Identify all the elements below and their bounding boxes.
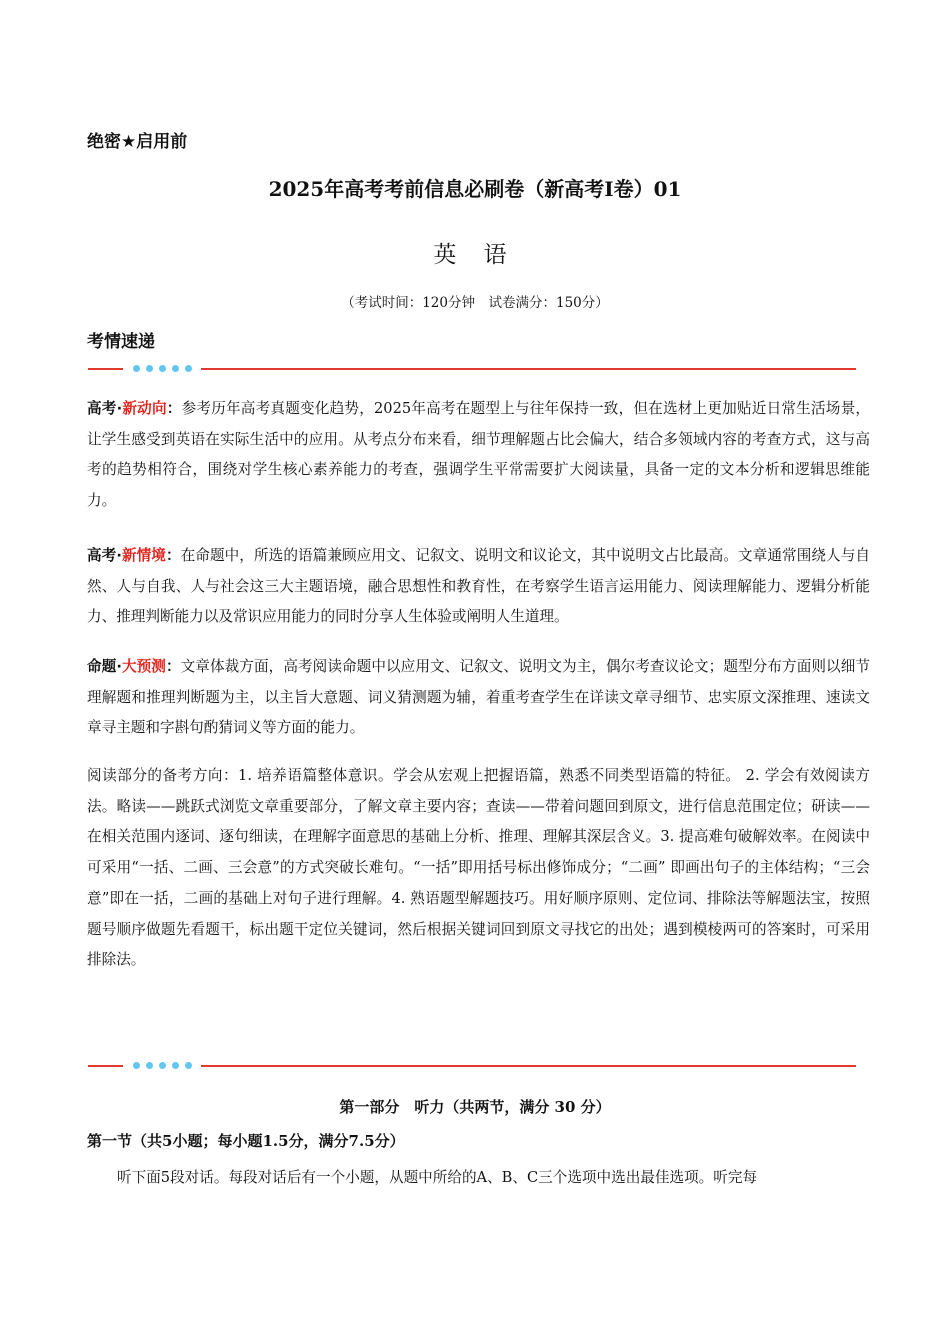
part-one-title: 第一部分 听力（共两节，满分 30 分）	[339, 1098, 611, 1116]
tag-prefix: 高考	[87, 547, 117, 564]
subject-title: 英 语	[433, 242, 517, 268]
prediction-paragraph: 命题·大预测：文章体裁方面，高考阅读命题中以应用文、记叙文、说明文为主，偶尔考查议论文；题型分布方面则以细节理解题和推理判断题为主，以主旨大意题、词义猜测题为辅，着重考查学生在详读文章寻细节、忠实原文深推理、速读文章寻主题和字斟句酌猜词义等方面的能力。	[87, 658, 870, 737]
tag-prefix: 命题	[87, 658, 117, 675]
paragraph-text: 文章体裁方面，高考阅读命题中以应用文、记叙文、说明文为主，偶尔考查议论文；题型分布方面则以细节理解题和推理判断题为主，以主旨大意题、词义猜测题为辅，着重考查学生在详读文章寻细节、忠实原文深推理、速读文章寻主题和字斟句酌猜词义等方面的能力。	[87, 658, 870, 737]
section-one-title: 第一节（共5小题；每小题1.5分，满分7.5分）	[87, 1132, 405, 1150]
overview-heading: 考情速递	[87, 332, 155, 352]
exam-info: （考试时间：120分钟 试卷满分：150分）	[341, 295, 609, 311]
tag-prefix: 高考	[87, 400, 117, 417]
paragraph-text: 在命题中，所选的语篇兼顾应用文、记叙文、说明文和议论文，其中说明文占比最高。文章通常围绕人与自然、人与自我、人与社会这三大主题语境，融合思想性和教育性，在考察学生语言运用能力、阅读理解能力、逻辑分析能力、推理判断能力以及常识应用能力的同时分享人生体验或阐明人生道理。	[87, 547, 870, 626]
tag-highlight: 新情境	[121, 547, 166, 564]
paper-title: 2025年高考考前信息必刷卷（新高考I卷）01	[268, 177, 682, 201]
paragraph-text: 参考历年高考真题变化趋势，2025年高考在题型上与往年保持一致，但在选材上更加贴近日常生活场景，让学生感受到英语在实际生活中的应用。从考点分布来看，细节理解题占比会偏大，结合多领域内容的考查方式，这与高考的趋势相符合，围绕对学生核心素养能力的考查，强调学生平常需要扩大阅读量，具备一定的文本分析和逻辑思维能力。	[87, 400, 870, 510]
prep-paragraph: 阅读部分的备考方向：1. 培养语篇整体意识。学会从宏观上把握语篇，熟悉不同类型语篇的特征。 2. 学会有效阅读方法。略读——跳跃式浏览文章重要部分，了解文章主要内容；查读——带着问题回到原文，进行信息范围定位；研读——在相关范围内逐词、逐句细读，在理解字面意思的基础上分析、推理、理解其深层含义。3. 提高难句破解效率。在阅读中可采用“一括、二画、三会意”的方式突破长难句。“一括”即用括号标出修饰成分；“二画” 即画出句子的主体结构；“三会意”即在一括，二画的基础上对句子进行理解。4. 熟语题型解题技巧。用好顺序原则、定位词、排除法等解题法宝，按照题号顺序做题先看题干，标出题干定位关键词，然后根据关键词回到原文寻找它的出处；遇到模棱两可的答案时，可采用排除法。	[87, 767, 870, 969]
section-divider-bottom	[88, 1060, 856, 1072]
tag-highlight: 新动向	[122, 400, 167, 417]
context-paragraph: 高考·新情境：在命题中，所选的语篇兼顾应用文、记叙文、说明文和议论文，其中说明文占比最高。文章通常围绕人与自然、人与自我、人与社会这三大主题语境，融合思想性和教育性，在考察学生语言运用能力、阅读理解能力、逻辑分析能力、推理判断能力以及常识应用能力的同时分享人生体验或阐明人生道理。	[87, 547, 870, 626]
tag-highlight: 大预测	[121, 658, 166, 675]
section-divider-top	[88, 363, 856, 375]
trend-paragraph: 高考·新动向：参考历年高考真题变化趋势，2025年高考在题型上与往年保持一致，但在选材上更加贴近日常生活场景，让学生感受到英语在实际生活中的应用。从考点分布来看，细节理解题占比会偏大，结合多领域内容的考查方式，这与高考的趋势相符合，围绕对学生核心素养能力的考查，强调学生平常需要扩大阅读量，具备一定的文本分析和逻辑思维能力。	[87, 400, 870, 510]
confidential-label: 绝密★启用前	[87, 132, 188, 152]
listening-instruction: 听下面5段对话。每段对话后有一个小题，从题中所给的A、B、C三个选项中选出最佳选项。听完每	[117, 1169, 758, 1186]
